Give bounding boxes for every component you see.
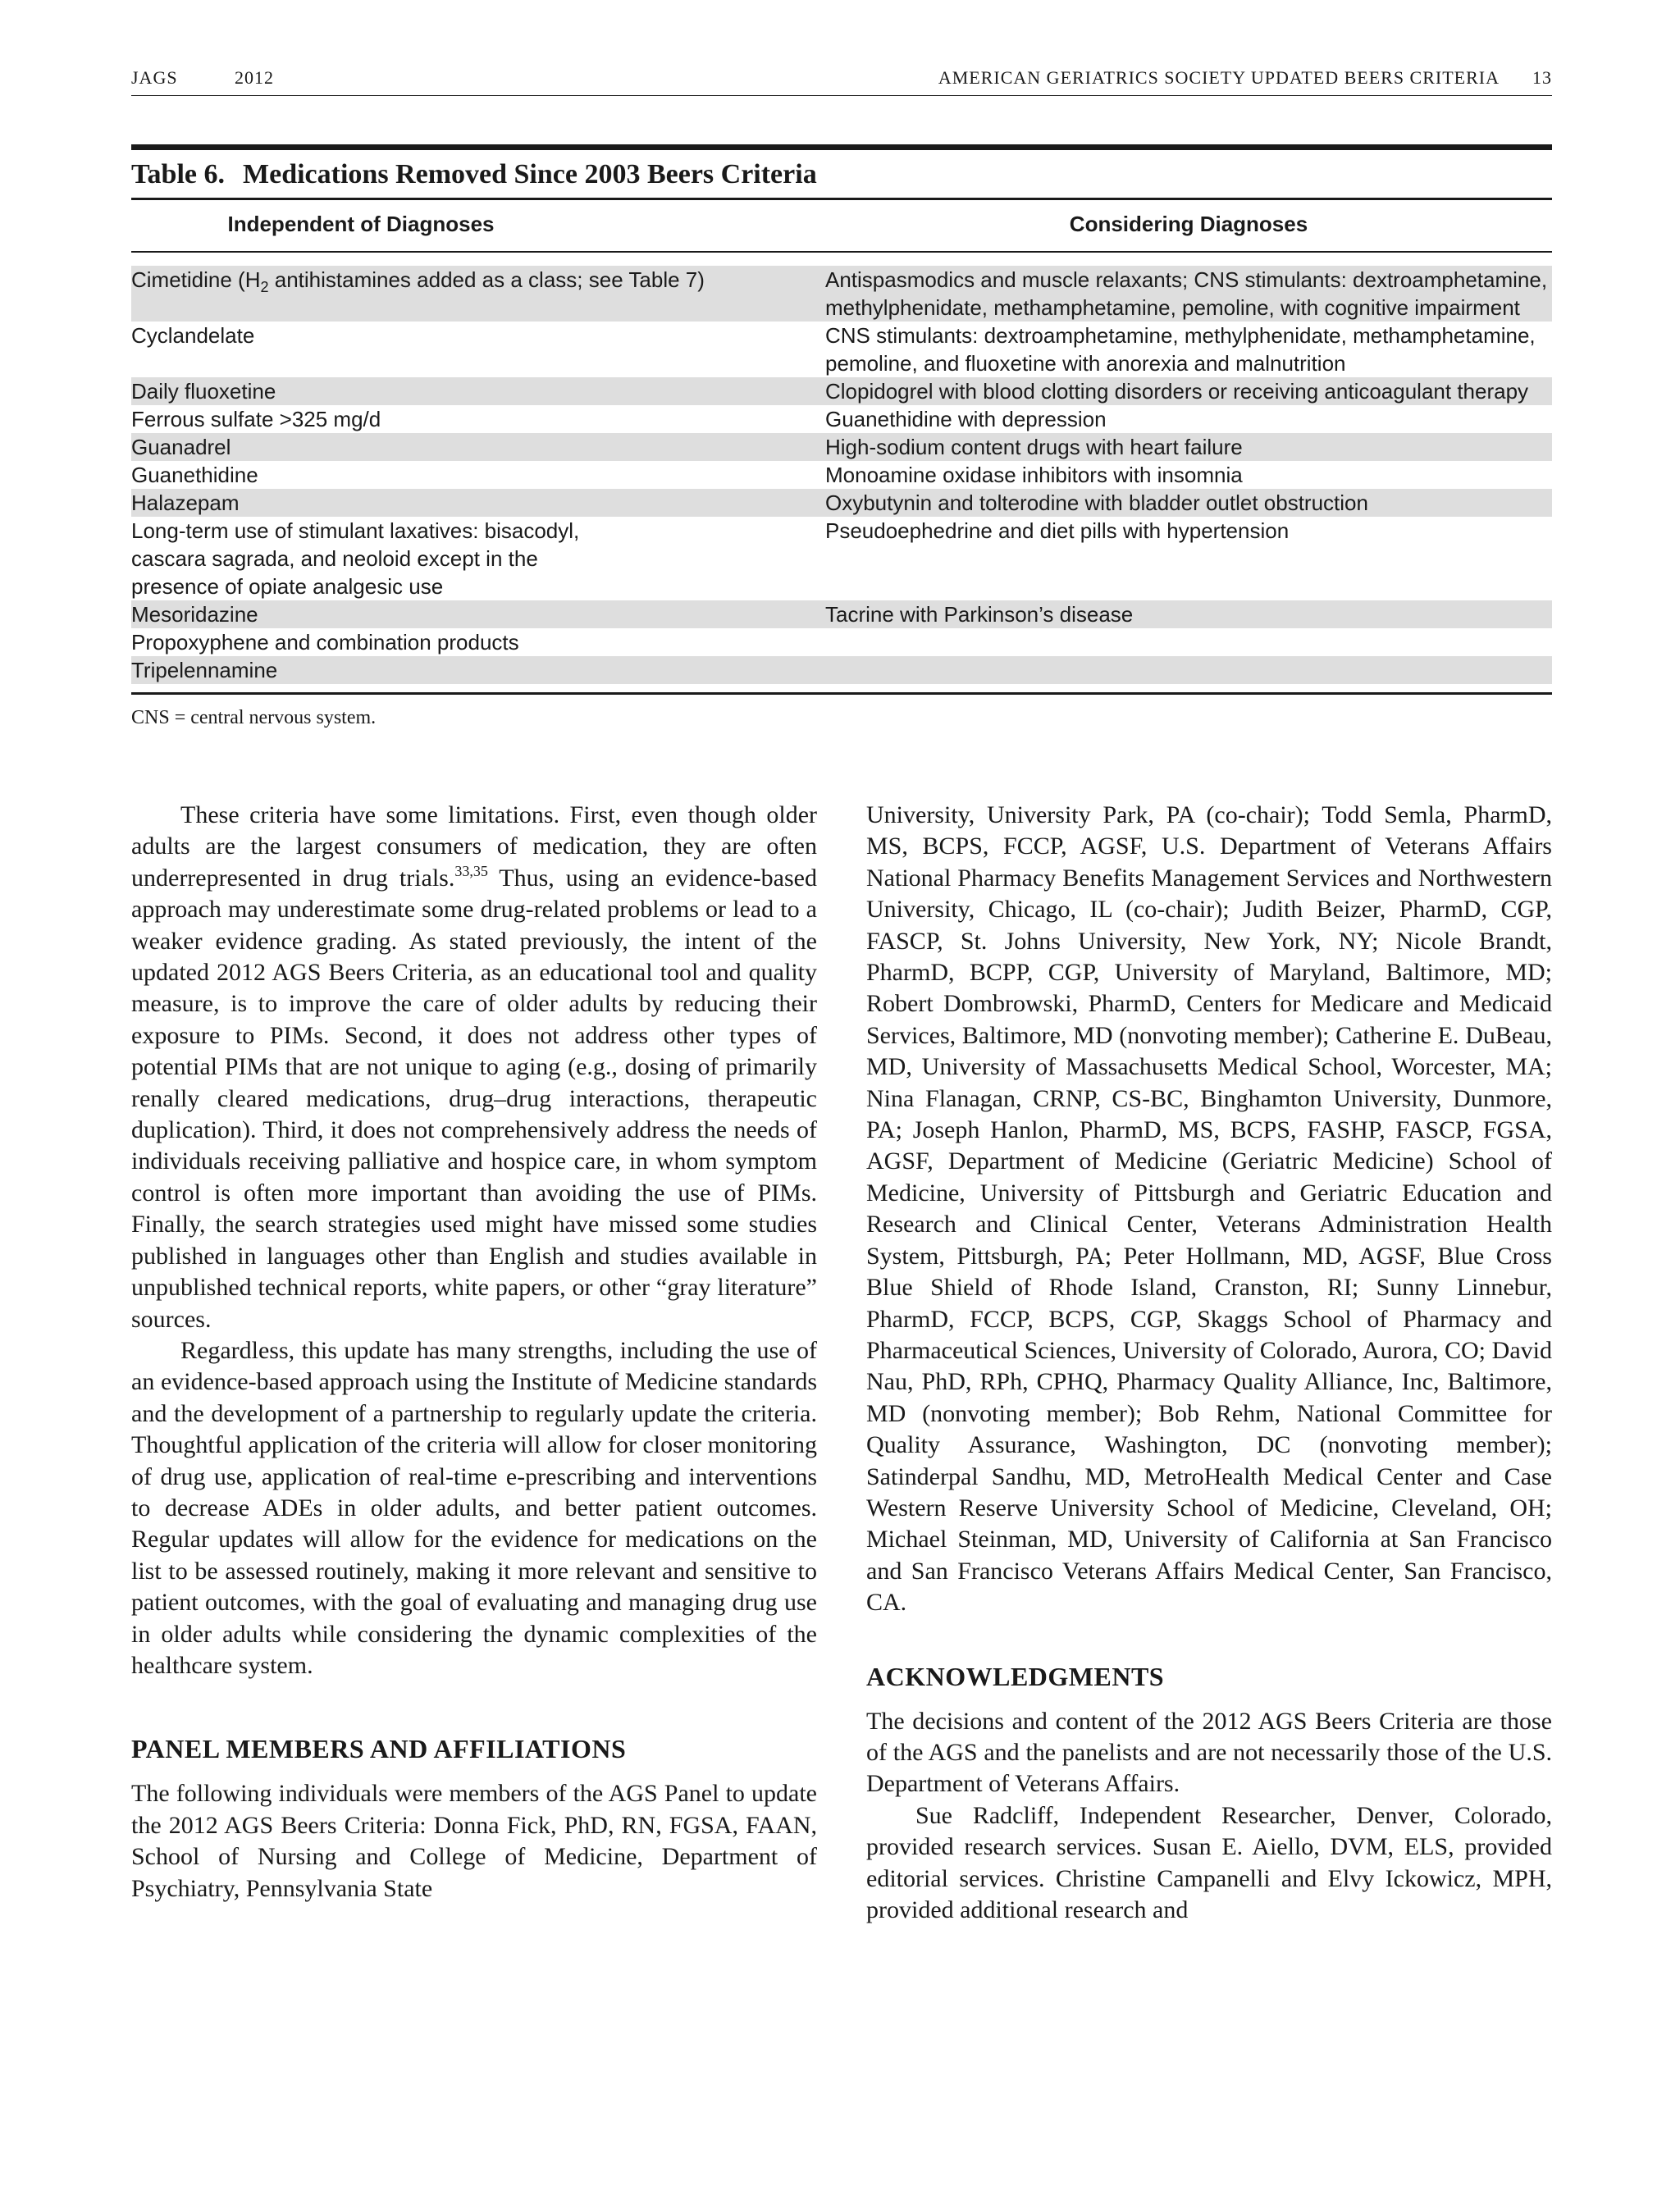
table-title: Medications Removed Since 2003 Beers Criteria [243, 159, 817, 189]
table-row [131, 322, 1552, 377]
cell-subscript: 2 [260, 278, 269, 295]
table-row [131, 433, 1552, 461]
table-row [131, 628, 1552, 656]
table-cell: Antispasmodics and muscle relaxants; CNS stimulants: dextroamphetamine, methylphenidate, methamphetamine, pemoline, with cognitive impairment [825, 266, 1552, 322]
table-row [131, 405, 1552, 433]
table-cell: Guanadrel [131, 433, 825, 461]
table-label: Table 6. [131, 159, 226, 189]
table-cell: Guanethidine with depression [825, 406, 1107, 431]
table-cell: Monoamine oxidase inhibitors with insomnia [825, 462, 1243, 487]
section-heading-acknowledgments: ACKNOWLEDGMENTS [866, 1661, 1165, 1691]
table-cell: Mesoridazine [131, 600, 825, 628]
paragraph-limitations: These criteria have some limitations. First, even though older adults are the largest consumers of medication, they are often underrepresented in drug trials.$^{33,35}$ Thus, using an evidence-based approach may underestimate some drug-related problems or lead to a weaker evidence grading. As stated previously, the intent of the updated 2012 AGS Beers Criteria, as an educational tool and quality measure, is to improve the care of older adults by reducing their exposure to PIMs. Second, it does not address other types of potential PIMs that are not unique to aging (e.g., dosing of primarily renally cleared medications, drug–drug interactions, therapeutic duplication). Third, it does not comprehensively address the needs of individuals receiving palliative and hospice care, in whom symptom control is often more important than avoiding the use of PIMs. Finally, the search strategies used might have missed some studies published in languages other than English and studies available in unpublished technical reports, white papers, or other “gray literature” sources. [131, 801, 817, 1333]
page-number: 13 [1532, 67, 1552, 88]
journal-year: 2012 [235, 67, 274, 88]
table-top-rule [131, 144, 1552, 150]
table-cell: Guanethidine [131, 462, 258, 487]
table-cell: High-sodium content drugs with heart failure [825, 433, 1552, 461]
paragraph-strengths: Regardless, this update has many strengths, including the use of an evidence-based approach using the Institute of Medicine standards and the development of a partnership to regularly update the criteria. Thoughtful application of the criteria will allow for closer monitoring of drug use, application of real-time e-prescribing and interventions to decrease ADEs in older adults, and better patient outcomes. Regular updates will allow for the evidence for medications on the list to be assessed routinely, making it more relevant and sensitive to patient outcomes, with the goal of evaluating and managing drug use in older adults while considering the dynamic complexities of the healthcare system. [131, 1336, 817, 1679]
journal-name: JAGS [131, 67, 178, 88]
table-row [131, 517, 1552, 600]
table-cell: Tacrine with Parkinson’s disease [825, 600, 1552, 628]
table-column-headers [131, 200, 1552, 251]
cell-text: antihistamines added as a class; see Table 7) [268, 267, 705, 292]
table-row [131, 377, 1552, 405]
table-bottom-rule [131, 692, 1552, 695]
table-body [131, 266, 1552, 684]
table-cell [131, 266, 825, 322]
running-header [131, 67, 1552, 96]
table-cell: Halazepam [131, 489, 825, 517]
table-cell: CNS stimulants: dextroamphetamine, methylphenidate, methamphetamine, pemoline, and fluoxetine with anorexia and malnutrition [825, 322, 1536, 376]
left-column [131, 800, 817, 1905]
citation: 33,35 [454, 862, 488, 879]
table-cell [825, 656, 1552, 684]
table-row [131, 600, 1552, 628]
table-cell [825, 628, 1552, 656]
table-cell: Oxybutynin and tolterodine with bladder outlet obstruction [825, 489, 1552, 517]
table-cell: Tripelennamine [131, 656, 825, 684]
table-6 [131, 144, 1552, 695]
paragraph-ack-disclaimer: The decisions and content of the 2012 AGS Beers Criteria are those of the AGS and the panelists and are not necessarily those of the U.S. Department of Veterans Affairs. [866, 1707, 1552, 1798]
table-cell: Ferrous sulfate >325 mg/d [131, 406, 381, 431]
paragraph-ack-credits: Sue Radcliff, Independent Researcher, Denver, Colorado, provided research services. Susan E. Aiello, DVM, ELS, provided editorial services. Christine Campanelli and Elvy Ickowicz, MPH, provided additional research and [866, 1801, 1552, 1923]
table-cell: Long-term use of stimulant laxatives: bisacodyl, cascara sagrada, and neoloid except in the presence of opiate analgesic use [131, 518, 580, 599]
section-heading-panel: PANEL MEMBERS AND AFFILIATIONS [131, 1734, 627, 1764]
table-cell: Pseudoephedrine and diet pills with hypertension [825, 518, 1290, 543]
table-cell: Clopidogrel with blood clotting disorders or receiving anticoagulant therapy [825, 377, 1552, 405]
table-caption [131, 150, 1552, 198]
table-footnote: CNS = central nervous system. [131, 707, 377, 728]
table-row [131, 266, 1552, 322]
table-row [131, 656, 1552, 684]
paragraph-panel-continued: University, University Park, PA (co-chair); Todd Semla, PharmD, MS, BCPS, FCCP, AGSF, U.S. Department of Veterans Affairs National Pharmacy Benefits Management Services and Northwestern University, Chicago, IL (co-chair); Judith Beizer, PharmD, CGP, FASCP, St. Johns University, New York, NY; Nicole Brandt, PharmD, BCPP, CGP, University of Maryland, Baltimore, MD; Robert Dombrowski, PharmD, Centers for Medicare and Medicaid Services, Baltimore, MD (nonvoting member); Catherine E. DuBeau, MD, University of Massachusetts Medical School, Worcester, MA; Nina Flanagan, CRNP, CS-BC, Binghamton University, Dunmore, PA; Joseph Hanlon, PharmD, MS, BCPS, FASHP, FASCP, FGSA, AGSF, Department of Medicine (Geriatric Medicine) School of Medicine, University of Pittsburgh and Geriatric Education and Research and Clinical Center, Veterans Administration Health System, Pittsburgh, PA; Peter Hollmann, MD, AGSF, Blue Cross Blue Shield of Rhode Island, Cranston, RI; Sunny Linnebur, PharmD, FCCP, BCPS, CGP, Skaggs School of Pharmacy and Pharmaceutical Sciences, University of Colorado, Aurora, CO; David Nau, PhD, RPh, CPHQ, Pharmacy Quality Alliance, Inc, Baltimore, MD (nonvoting member); Bob Rehm, National Committee for Quality Assurance, Washington, DC (nonvoting member); Satinderpal Sandhu, MD, MetroHealth Medical Center and Case Western Reserve University School of Medicine, Cleveland, OH; Michael Steinman, MD, University of California at San Francisco and San Francisco Veterans Affairs Medical Center, San Francisco, CA. [866, 801, 1552, 1617]
table-cell: Daily fluoxetine [131, 377, 825, 405]
running-title: AMERICAN GERIATRICS SOCIETY UPDATED BEERS CRITERIA [938, 67, 1500, 88]
paragraph-panel-start: The following individuals were members of the AGS Panel to update the 2012 AGS Beers Criteria: Donna Fick, PhD, RN, FGSA, FAAN, School of Nursing and College of Medicine, Department of Psychiatry, Pennsylvania State [131, 1780, 817, 1902]
table-cell: Cyclandelate [131, 322, 255, 348]
column-header-independent: Independent of Diagnoses [227, 212, 495, 236]
column-header-considering: Considering Diagnoses [1069, 212, 1308, 236]
table-cell: Propoxyphene and combination products [131, 629, 519, 655]
right-column [866, 800, 1552, 1926]
table-row [131, 489, 1552, 517]
cell-text: Cimetidine (H [131, 267, 261, 292]
table-row [131, 461, 1552, 489]
